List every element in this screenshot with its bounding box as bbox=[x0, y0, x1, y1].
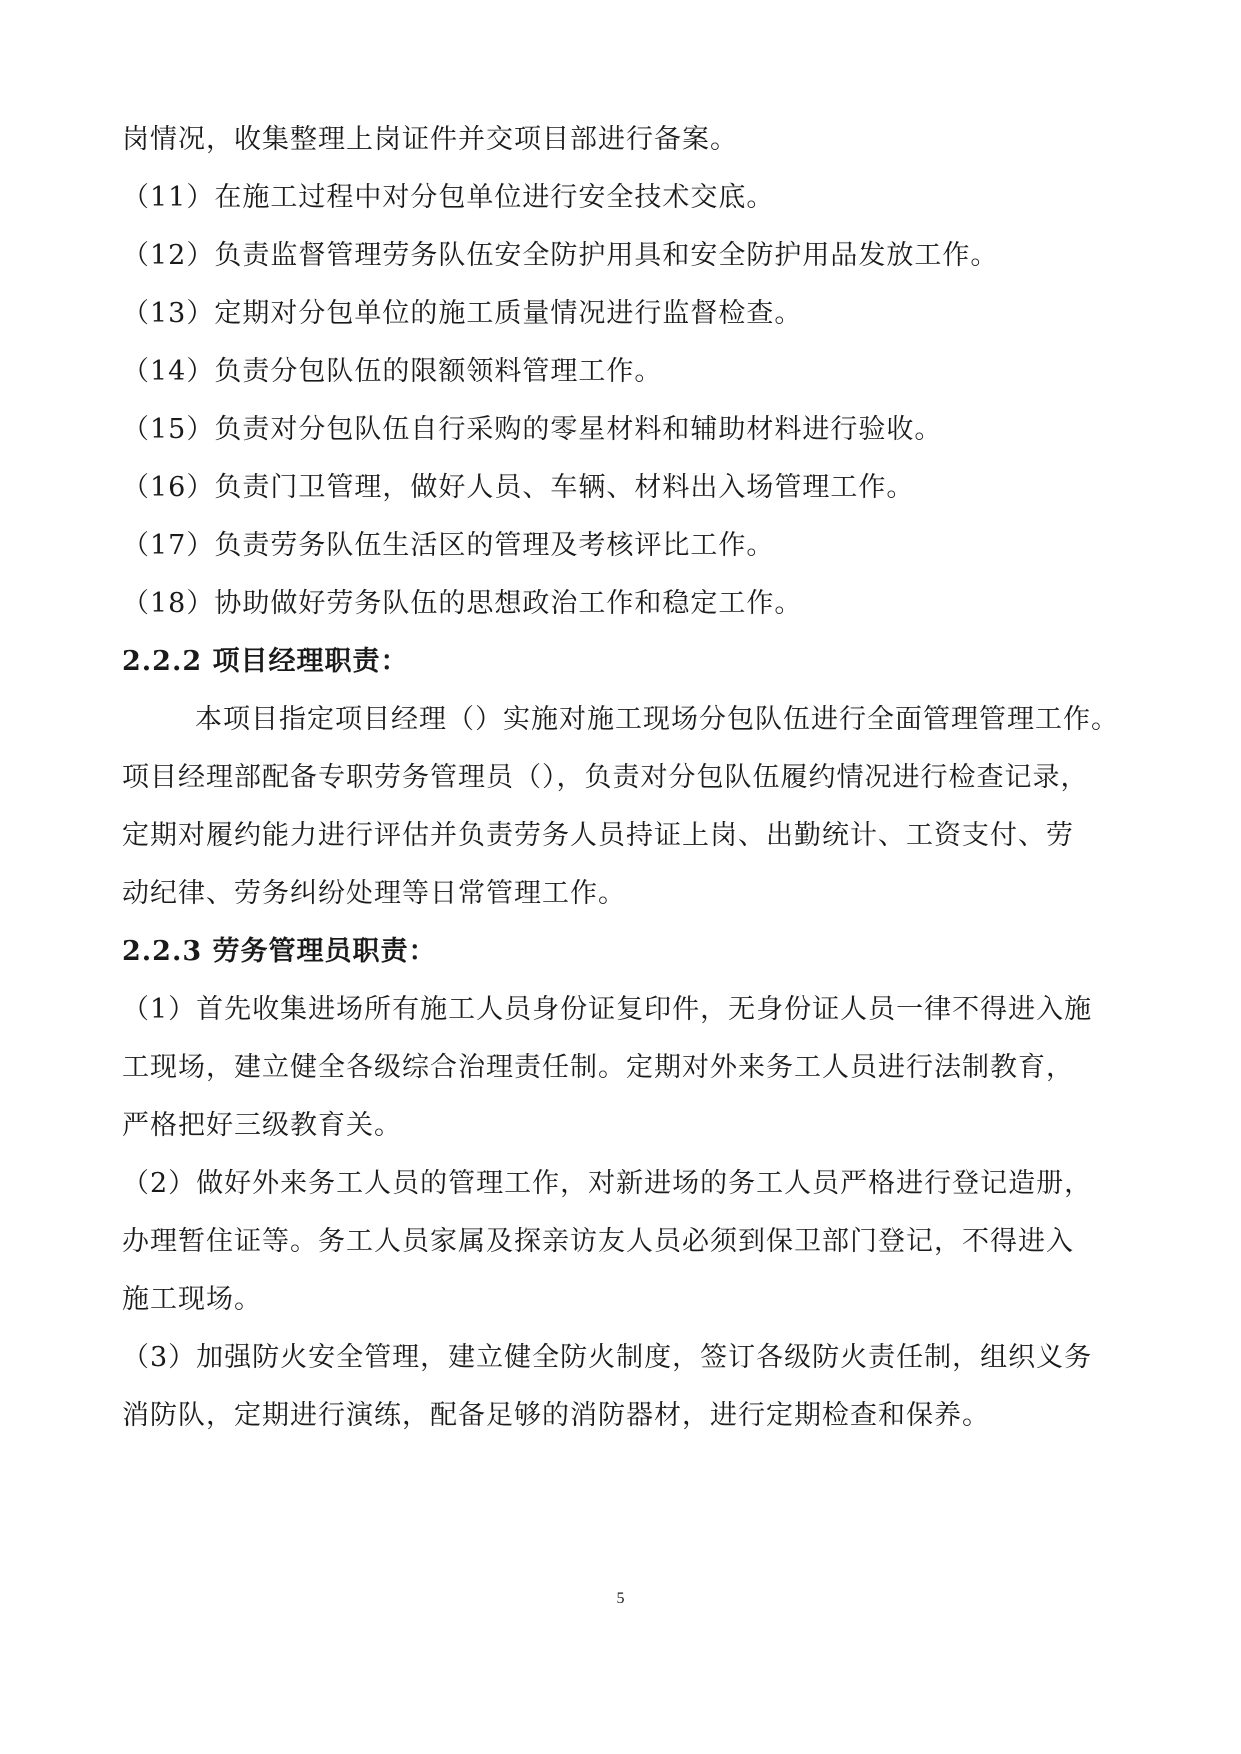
list-item-14: （14）负责分包队伍的限额领料管理工作。 bbox=[122, 356, 663, 387]
list-item-12: （12）负责监督管理劳务队伍安全防护用具和安全防护用品发放工作。 bbox=[122, 240, 999, 271]
paragraph-line: 办理暂住证等。务工人员家属及探亲访友人员必须到保卫部门登记，不得进入 bbox=[122, 1226, 1074, 1257]
paragraph-line: （3）加强防火安全管理，建立健全防火制度，签订各级防火责任制，组织义务 bbox=[122, 1342, 1093, 1373]
paragraph-line: （1）首先收集进场所有施工人员身份证复印件，无身份证人员一律不得进入施 bbox=[122, 994, 1093, 1025]
paragraph-line: 严格把好三级教育关。 bbox=[122, 1110, 402, 1141]
list-item-13: （13）定期对分包单位的施工质量情况进行监督检查。 bbox=[122, 298, 803, 329]
paragraph-line: 消防队，定期进行演练，配备足够的消防器材，进行定期检查和保养。 bbox=[122, 1400, 990, 1431]
section-heading-223: 2.2.3 劳务管理员职责： bbox=[122, 936, 437, 967]
paragraph-line: 动纪律、劳务纠纷处理等日常管理工作。 bbox=[122, 878, 626, 909]
list-item-15: （15）负责对分包队伍自行采购的零星材料和辅助材料进行验收。 bbox=[122, 414, 943, 445]
list-item-18: （18）协助做好劳务队伍的思想政治工作和稳定工作。 bbox=[122, 588, 803, 619]
paragraph-line: 项目经理部配备专职劳务管理员（），负责对分包队伍履约情况进行检查记录， bbox=[122, 762, 1089, 793]
paragraph-line: 施工现场。 bbox=[122, 1284, 262, 1315]
paragraph-line: 定期对履约能力进行评估并负责劳务人员持证上岗、出勤统计、工资支付、劳 bbox=[122, 820, 1074, 851]
list-item-16: （16）负责门卫管理，做好人员、车辆、材料出入场管理工作。 bbox=[122, 472, 915, 503]
paragraph-line: 本项目指定项目经理（）实施对施工现场分包队伍进行全面管理管理工作。 bbox=[195, 704, 1119, 735]
paragraph-line: （2）做好外来务工人员的管理工作，对新进场的务工人员严格进行登记造册， bbox=[122, 1168, 1093, 1199]
paragraph-line: 工现场，建立健全各级综合治理责任制。定期对外来务工人员进行法制教育， bbox=[122, 1052, 1074, 1083]
text-line: 岗情况，收集整理上岗证件并交项目部进行备案。 bbox=[122, 124, 738, 155]
list-item-11: （11）在施工过程中对分包单位进行安全技术交底。 bbox=[122, 182, 775, 213]
section-heading-222: 2.2.2 项目经理职责： bbox=[122, 646, 409, 677]
page-number: 5 bbox=[616, 1590, 625, 1607]
list-item-17: （17）负责劳务队伍生活区的管理及考核评比工作。 bbox=[122, 530, 775, 561]
